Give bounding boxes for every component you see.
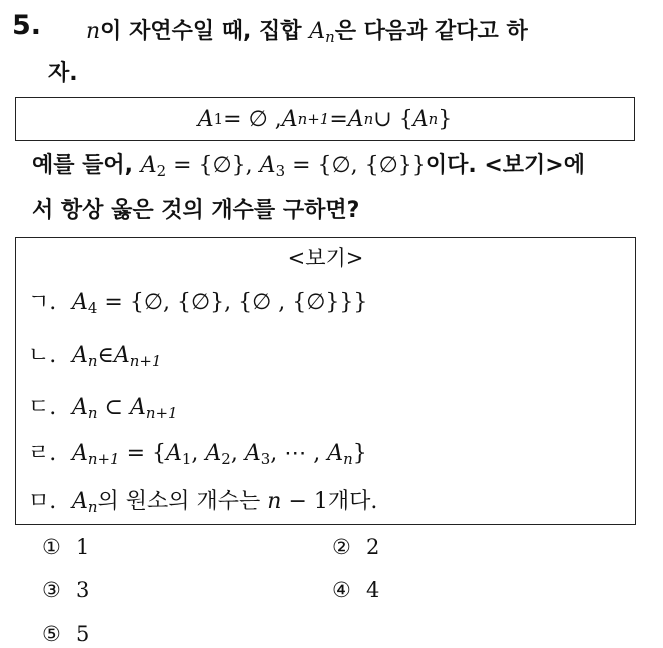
choice-5[interactable] — [42, 622, 89, 646]
question-line-4: 서 항상 옳은 것의 개수를 구하면? — [32, 198, 360, 223]
bogi-item-1 — [28, 285, 367, 316]
def-an-inner: A — [412, 106, 429, 132]
math-sub: n+1 — [87, 450, 120, 469]
math-sub: n — [343, 450, 353, 469]
bogi-item-5 — [28, 484, 377, 515]
set-symbol: A — [309, 19, 326, 44]
math-n: n — [267, 489, 282, 514]
math-sub: 2 — [221, 450, 231, 469]
example-a2-sub: 2 — [156, 162, 167, 181]
bogi-item-2 — [28, 338, 161, 369]
choice-symbol: ① — [42, 535, 61, 559]
choice-value: 2 — [366, 535, 380, 559]
question-number: 5. — [12, 10, 42, 41]
def-an1: A — [281, 106, 298, 132]
item-text: − 1개다. — [281, 489, 378, 514]
math-a: A — [129, 395, 146, 420]
set-subscript: n — [325, 28, 335, 47]
choice-2[interactable] — [332, 535, 379, 559]
bogi-mark: ㅁ. — [28, 489, 57, 514]
bogi-mark: ㄱ. — [28, 290, 57, 315]
choice-value: 4 — [366, 578, 380, 602]
math-op: = { — [119, 441, 166, 466]
choice-1[interactable] — [42, 535, 89, 559]
math-op: ∈ — [97, 343, 114, 368]
math-a: A — [72, 441, 88, 466]
math-op: } — [352, 441, 367, 466]
math-a: A — [166, 441, 182, 466]
math-op: , ⋯ , — [270, 441, 328, 466]
def-a1: A — [197, 106, 214, 132]
math-a: A — [113, 343, 130, 368]
choice-symbol: ⑤ — [42, 622, 61, 646]
bogi-mark: ㄷ. — [28, 395, 57, 420]
math-a: A — [205, 441, 222, 466]
math-sub: 1 — [181, 450, 192, 469]
math-sub: n+1 — [145, 404, 178, 423]
math-op: ⊂ — [97, 395, 130, 420]
choice-symbol: ④ — [332, 578, 351, 602]
choice-symbol: ② — [332, 535, 351, 559]
math-sub: n — [87, 352, 98, 371]
def-close: } — [438, 106, 453, 132]
var-n: n — [86, 19, 101, 44]
example-prefix: 예를 들어, — [32, 153, 141, 178]
math-a: A — [244, 441, 261, 466]
choice-value: 3 — [76, 578, 90, 602]
bogi-item-4 — [28, 436, 367, 467]
question-line-3 — [32, 148, 585, 179]
math-op: , — [230, 441, 245, 466]
choice-4[interactable] — [332, 578, 379, 602]
question-text-1: 이 자연수일 때, 집합 — [100, 19, 310, 44]
bogi-mark: ㄹ. — [28, 441, 57, 466]
bogi-item-3 — [28, 390, 178, 421]
choice-value: 1 — [76, 535, 90, 559]
math-sub: n — [87, 404, 98, 423]
question-line-2: 자. — [48, 61, 78, 86]
choice-3[interactable] — [42, 578, 89, 602]
math-a: A — [72, 290, 88, 315]
math-op: , — [191, 441, 206, 466]
math-sub: n — [87, 498, 98, 517]
choice-value: 5 — [76, 622, 90, 646]
example-a3-sub: 3 — [275, 162, 286, 181]
math-expr: = {∅, {∅}, {∅ , {∅}}} — [97, 290, 368, 315]
bogi-title: <보기> — [287, 246, 364, 270]
example-a3-val: = {∅, {∅}} — [285, 153, 426, 178]
math-sub: 3 — [260, 450, 271, 469]
question-line-1 — [86, 14, 528, 45]
example-a3: A — [259, 153, 276, 178]
math-sub: n+1 — [129, 352, 162, 371]
item-text: 의 원소의 개수는 — [97, 489, 268, 514]
math-a: A — [72, 343, 88, 368]
math-sub: 4 — [87, 299, 98, 318]
bogi-mark: ㄴ. — [28, 343, 57, 368]
example-a2: A — [140, 153, 157, 178]
math-a: A — [327, 441, 344, 466]
math-a: A — [72, 395, 88, 420]
def-eq1: = ∅ , — [223, 106, 282, 132]
bogi-box — [15, 237, 636, 525]
definition-box: A 1 = ∅ , A n+1 = A n ∪ { A n } — [15, 97, 635, 141]
example-suffix: 이다. <보기>에 — [425, 153, 585, 178]
def-eq2: = — [329, 106, 348, 132]
def-union: ∪ { — [373, 106, 413, 132]
choice-symbol: ③ — [42, 578, 61, 602]
question-text-1-tail: 은 다음과 같다고 하 — [334, 19, 528, 44]
example-a2-val: = {∅}, — [166, 153, 260, 178]
def-an: A — [347, 106, 364, 132]
math-a: A — [72, 489, 88, 514]
